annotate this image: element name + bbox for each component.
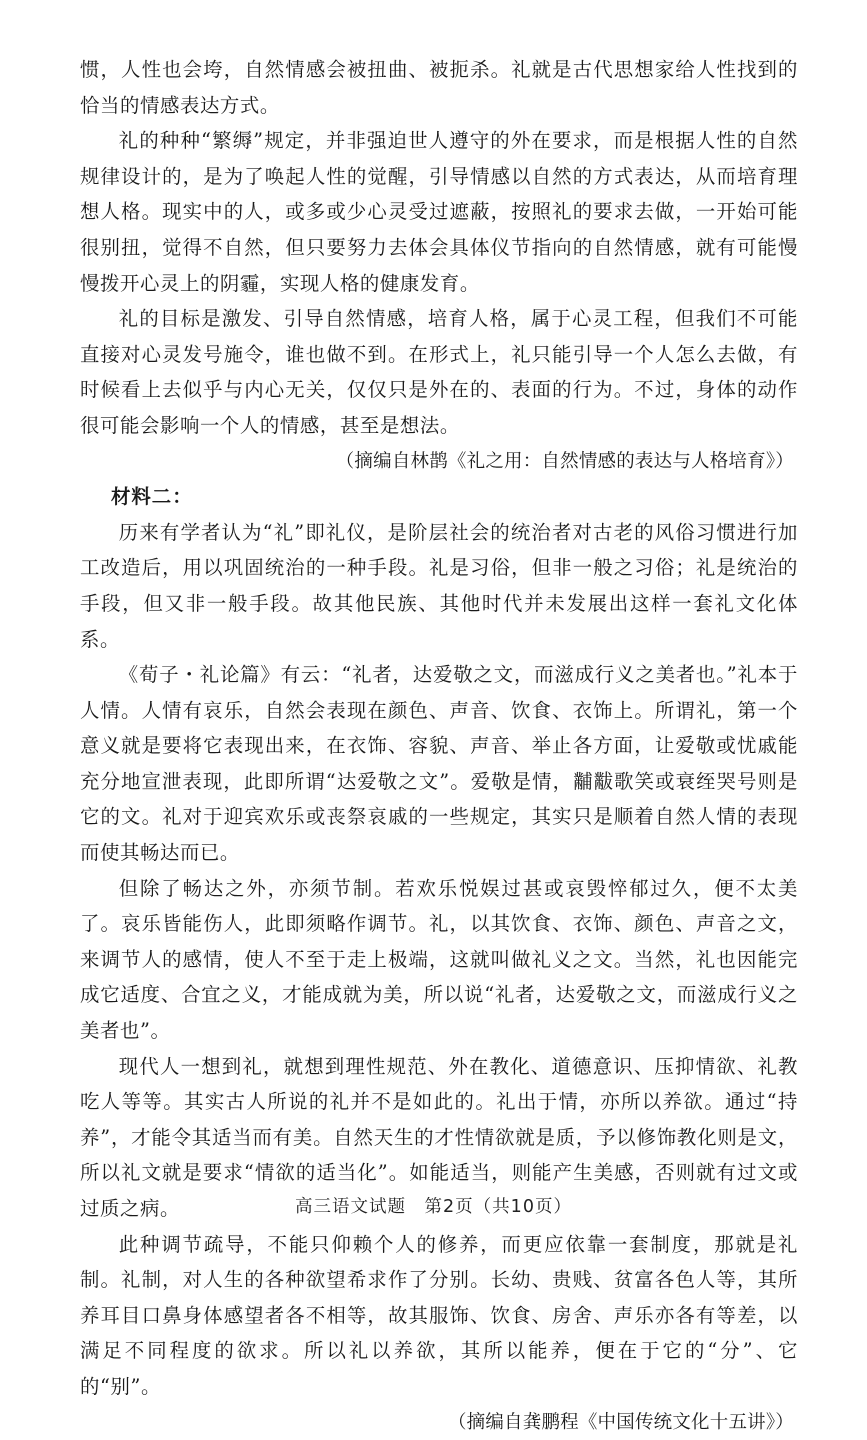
paragraph-4: 历来有学者认为“礼”即礼仪，是阶层社会的统治者对古老的风俗习惯进行加工改造后，用以巩固统治的一种手段。礼是习俗，但非一般之习俗；礼是统治的手段，但又非一般手段。故其他民族、其他时代并未发展出这样一套礼文化体系。 — [80, 520, 798, 651]
material-2-heading: 材料二： — [111, 485, 193, 509]
source-citation-2: （摘编自龚鹏程《中国传统文化十五讲》） — [447, 1411, 794, 1433]
source-citation-1: （摘编自林鹊《礼之用：自然情感的表达与人格培育》） — [335, 450, 794, 472]
paragraph-8: 此种调节疏导，不能只仰赖个人的修养，而更应依靠一套制度，那就是礼制。礼制，对人生的各种欲望希求作了分别。长幼、贵贱、贫富各色人等，其所养耳目口鼻身体感望者各不相等，故其服饰、饮食、房舍、声乐亦各有等差，以满足不同程度的欲求。所以礼以养欲，其所以能养，便在于它的“分”、它的“别”。 — [80, 1232, 798, 1398]
document-body — [80, 52, 798, 1440]
paragraph-2: 礼的种种“繁缛”规定，并非强迫世人遵守的外在要求，而是根据人性的自然规律设计的，是为了唤起人性的觉醒，引导情感以自然的方式表达，从而培育理想人格。现实中的人，或多或少心灵受过遮蔽，按照礼的要求去做，一开始可能很别扭，觉得不自然，但只要努力去体会具体仪节指向的自然情感，就有可能慢慢拨开心灵上的阴霾，实现人格的健康发育。 — [80, 129, 798, 295]
paragraph-7: 现代人一想到礼，就想到理性规范、外在教化、道德意识、压抑情欲、礼教吃人等等。其实古人所说的礼并不是如此的。礼出于情，亦所以养欲。通过“持养”，才能令其适当而有美。自然天生的才性情欲就是质，予以修饰教化则是文，所以礼文就是要求“情欲的适当化”。如能适当，则能产生美感，否则就有过文或过质之病。 — [80, 1054, 798, 1220]
paragraph-3: 礼的目标是激发、引导自然情感，培育人格，属于心灵工程，但我们不可能直接对心灵发号施令，谁也做不到。在形式上，礼只能引导一个人怎么去做，有时候看上去似乎与内心无关，仅仅只是外在的、表面的行为。不过，身体的动作很可能会影响一个人的情感，甚至是想法。 — [80, 307, 798, 437]
paragraph-6: 但除了畅达之外，亦须节制。若欢乐悦娱过甚或哀毁悴郁过久，便不太美了。哀乐皆能伤人，此即须略作调节。礼，以其饮食、衣饰、颜色、声音之文，来调节人的感情，使人不至于走上极端，这就叫做礼义之文。当然，礼也因能完成它适度、合宜之义，才能成就为美，所以说“礼者，达爱敬之文，而滋成行义之美者也”。 — [80, 876, 798, 1043]
paragraph-1: 惯，人性也会垮，自然情感会被扭曲、被扼杀。礼就是古代思想家给人性找到的恰当的情感表达方式。 — [80, 58, 798, 117]
paragraph-5: 《荀子・礼论篇》有云：“礼者，达爱敬之文，而滋成行义之美者也。”礼本于人情。人情有哀乐，自然会表现在颜色、声音、饮食、衣饰上。所谓礼，第一个意义就是要将它表现出来，在衣饰、容貌、声音、举止各方面，让爱敬或忧戚能充分地宣泄表现，此即所谓“达爱敬之文”。爱敬是情，黼黻歌笑或衰绖哭号则是它的文。礼对于迎宾欢乐或丧祭哀戚的一些规定，其实只是顺着自然人情的表现而使其畅达而已。 — [80, 663, 798, 865]
page-footer: 高三语文试题 第2页（共10页） — [295, 1197, 572, 1217]
